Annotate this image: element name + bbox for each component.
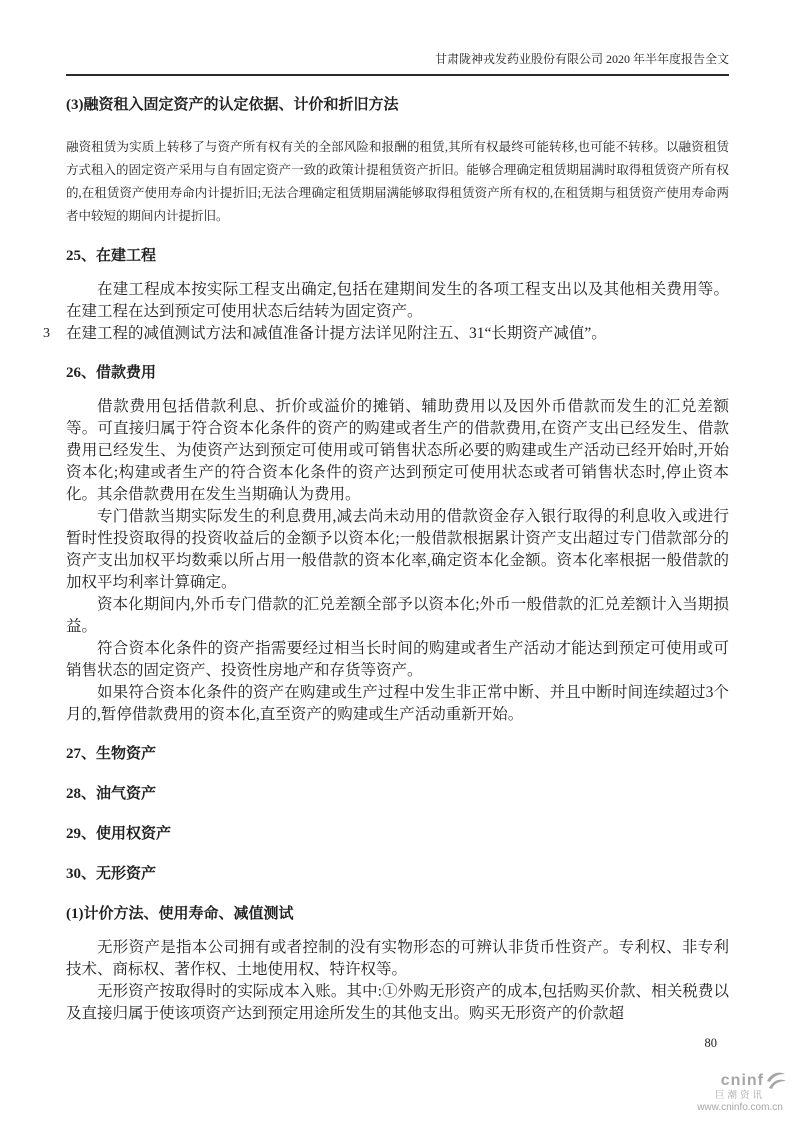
page-number: 80 [704,1036,717,1050]
cninfo-wordmark: cninf [720,1072,764,1090]
subheading-valuation-method-useful-life-impairment: (1)计价方法、使用寿命、减值测试 [66,906,294,922]
paragraph-qualifying-assets: 符合资本化条件的资产指需要经过相当长时间的购建或者生产活动才能达到预定可使用或可销售状态的固定资产、投资性房地产和存货等资产。 [66,640,729,679]
paragraph-capitalization-suspension: 如果符合资本化条件的资产在购建或生产过程中发生非正常中断、并且中断时间连续超过3个月的,暂停借款费用的资本化,直至资产的购建或生产活动重新开始。 [66,684,729,723]
margin-note: 3 [43,326,50,341]
paragraph-fx-differences: 资本化期间内,外币专门借款的汇兑差额全部予以资本化;外币一般借款的汇兑差额计入当期损益。 [66,596,729,635]
paragraph-intangible-cost: 无形资产按取得时的实际成本入账。其中:①外购无形资产的成本,包括购买价款、相关税费以及直接归属于使该项资产达到预定用途所发生的其他支出。购买无形资产的价款超 [66,983,729,1022]
paragraph-cip-cost: 在建工程成本按实际工程支出确定,包括在建期间发生的各项工程支出以及其他相关费用等。在建工程在达到预定可使用状态后结转为固定资产。 [66,281,729,320]
paragraph-borrowing-costs-scope: 借款费用包括借款利息、折价或溢价的摊销、辅助费用以及因外币借款而发生的汇兑差额等。可直接归属于符合资本化条件的资产的购建或者生产的借款费用,在资产支出已经发生、借款费用已经发生、为使资产达到预定可使用或可销售状态所必要的购建或生产活动已经开始时,开始资本化;构建或者生产的符合资本化条件的资产达到预定可使用状态或者可销售状态时,停止资本化。其余借款费用在发生当期确认为费用。 [66,398,729,503]
heading-oil-gas-assets: 28、油气资产 [66,786,157,802]
paragraph-cip-impairment: 在建工程的减值测试方法和减值准备计提方法详见附注五、31“长期资产减值”。 3 [66,323,729,345]
paragraph-finance-lease-policy: 融资租赁为实质上转移了与资产所有权有关的全部风险和报酬的租赁,其所有权最终可能转移,也可能不转移。以融资租赁方式租入的固定资产采用与自有固定资产一致的政策计提租赁资产折旧。能够合理确定租赁期届满时取得租赁资产所有权的,在租赁资产使用寿命内计提折旧;无法合理确定租赁期届满能够取得租赁资产所有权的,在租赁期与租赁资产使用寿命两者中较短的期间内计提折旧。 [66,140,729,223]
cninfo-logo [690,1072,790,1113]
paragraph-intangible-definition: 无形资产是指本公司拥有或者控制的没有实物形态的可辨认非货币性资产。专利权、非专利技术、商标权、著作权、土地使用权、特许权等。 [66,939,729,978]
cninfo-swoosh-icon [766,1072,786,1090]
heading-borrowing-costs: 26、借款费用 [66,365,157,381]
cninfo-url: www.cninfo.com.cn [697,1102,783,1114]
report-header [66,50,729,76]
cninfo-chinese-name: 巨潮资讯 [714,1090,765,1101]
heading-construction-in-progress: 25、在建工程 [66,248,157,264]
heading-intangible-assets: 30、无形资产 [66,866,157,882]
document-body [43,94,729,1025]
report-title: 甘肃陇神戎发药业股份有限公司 2020 年半年度报告全文 [434,52,729,66]
subheading-finance-lease-fixed-assets: (3)融资租入固定资产的认定依据、计价和折旧方法 [66,97,399,113]
heading-right-of-use-assets: 29、使用权资产 [66,826,172,842]
paragraph-specific-borrowings: 专门借款当期实际发生的利息费用,减去尚未动用的借款资金存入银行取得的利息收入或进行暂时性投资取得的投资收益后的金额予以资本化;一般借款根据累计资产支出超过专门借款部分的资产支出加权平均数乘以所占用一般借款的资本化率,确定资本化金额。资本化率根据一般借款的加权平均利率计算确定。 [66,508,729,591]
heading-biological-assets: 27、生物资产 [66,746,157,762]
cninfo-logo-top [690,1072,790,1090]
